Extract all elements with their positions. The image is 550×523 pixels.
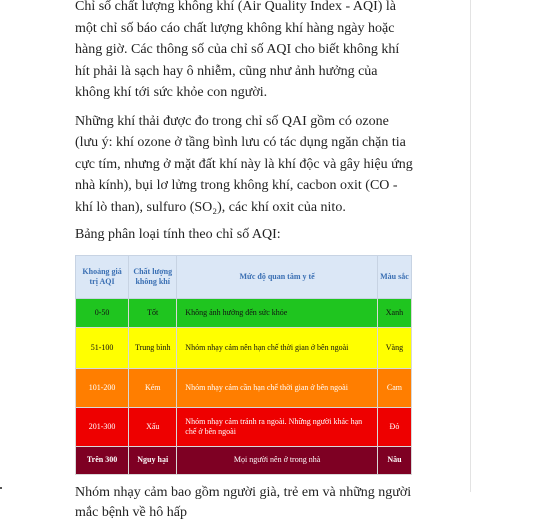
table-header-row	[76, 255, 412, 298]
cell-color: Vàng	[377, 327, 411, 368]
cell-quality: Trung bình	[129, 327, 177, 368]
table-row	[76, 298, 412, 327]
table-row	[76, 407, 412, 446]
table-row	[76, 368, 412, 407]
table-row	[76, 446, 412, 474]
cell-quality: Kém	[129, 368, 177, 407]
cell-effect: Nhóm nhạy cảm tránh ra ngoài. Những người khác hạn chế ở bên ngoài	[177, 407, 378, 446]
cell-effect: Nhóm nhạy cảm nên hạn chế thời gian ở bên ngoài	[177, 327, 378, 368]
stray-mark	[0, 487, 2, 489]
header-effect: Mức độ quan tâm y tế	[177, 255, 378, 298]
pollutants-paragraph: Những khí thải được đo trong chỉ số QAI gồm có ozone (lưu ý: khí ozone ở tầng bình lưu có tác dụng ngăn chặn tia cực tím, nhưng ở mặt đất khí này là khí độc và gây hiệu ứng nhà kính), bụi lơ lửng trong không khí, cacbon oxit (CO - khí lò than), sulfuro (SO₂), các khí oxit của nito.	[75, 113, 413, 215]
intro-paragraph: Chỉ số chất lượng không khí (Air Quality Index - AQI) là một chỉ số báo cáo chất lượng không khí hàng ngày hoặc hàng giờ. Các thông số của chỉ số AQI cho biết không khí hít phải là sạch hay ô nhiễm, cũng như ảnh hưởng của không khí tới sức khỏe con người.	[75, 0, 400, 100]
cell-quality: Nguy hại	[129, 446, 177, 474]
header-quality: Chất lượng không khí	[129, 255, 177, 298]
header-range: Khoảng giá trị AQI	[76, 255, 129, 298]
cell-range: 101-200	[76, 368, 129, 407]
cell-quality: Xấu	[129, 407, 177, 446]
cell-effect: Không ảnh hưởng đến sức khỏe	[177, 298, 378, 327]
cell-color: Cam	[377, 368, 411, 407]
cell-range: Trên 300	[76, 446, 129, 474]
table-row	[76, 327, 412, 368]
cell-quality: Tốt	[129, 298, 177, 327]
aqi-table	[75, 255, 412, 475]
cell-color: Xanh	[377, 298, 411, 327]
cell-color: Đỏ	[377, 407, 411, 446]
page-divider	[470, 0, 471, 492]
cell-effect: Mọi người nên ở trong nhà	[177, 446, 378, 474]
cell-range: 201-300	[76, 407, 129, 446]
cell-range: 0-50	[76, 298, 129, 327]
cell-effect: Nhóm nhạy cảm cần hạn chế thời gian ở bên ngoài	[177, 368, 378, 407]
cell-range: 51-100	[76, 327, 129, 368]
cell-color: Nâu	[377, 446, 411, 474]
header-color: Màu sắc	[377, 255, 411, 298]
sensitive-group-paragraph: Nhóm nhạy cảm bao gồm người già, trẻ em và những người mắc bệnh về hô hấp	[75, 484, 412, 520]
article-body	[75, 0, 415, 523]
table-caption: Bảng phân loại tính theo chỉ số AQI:	[75, 227, 281, 242]
